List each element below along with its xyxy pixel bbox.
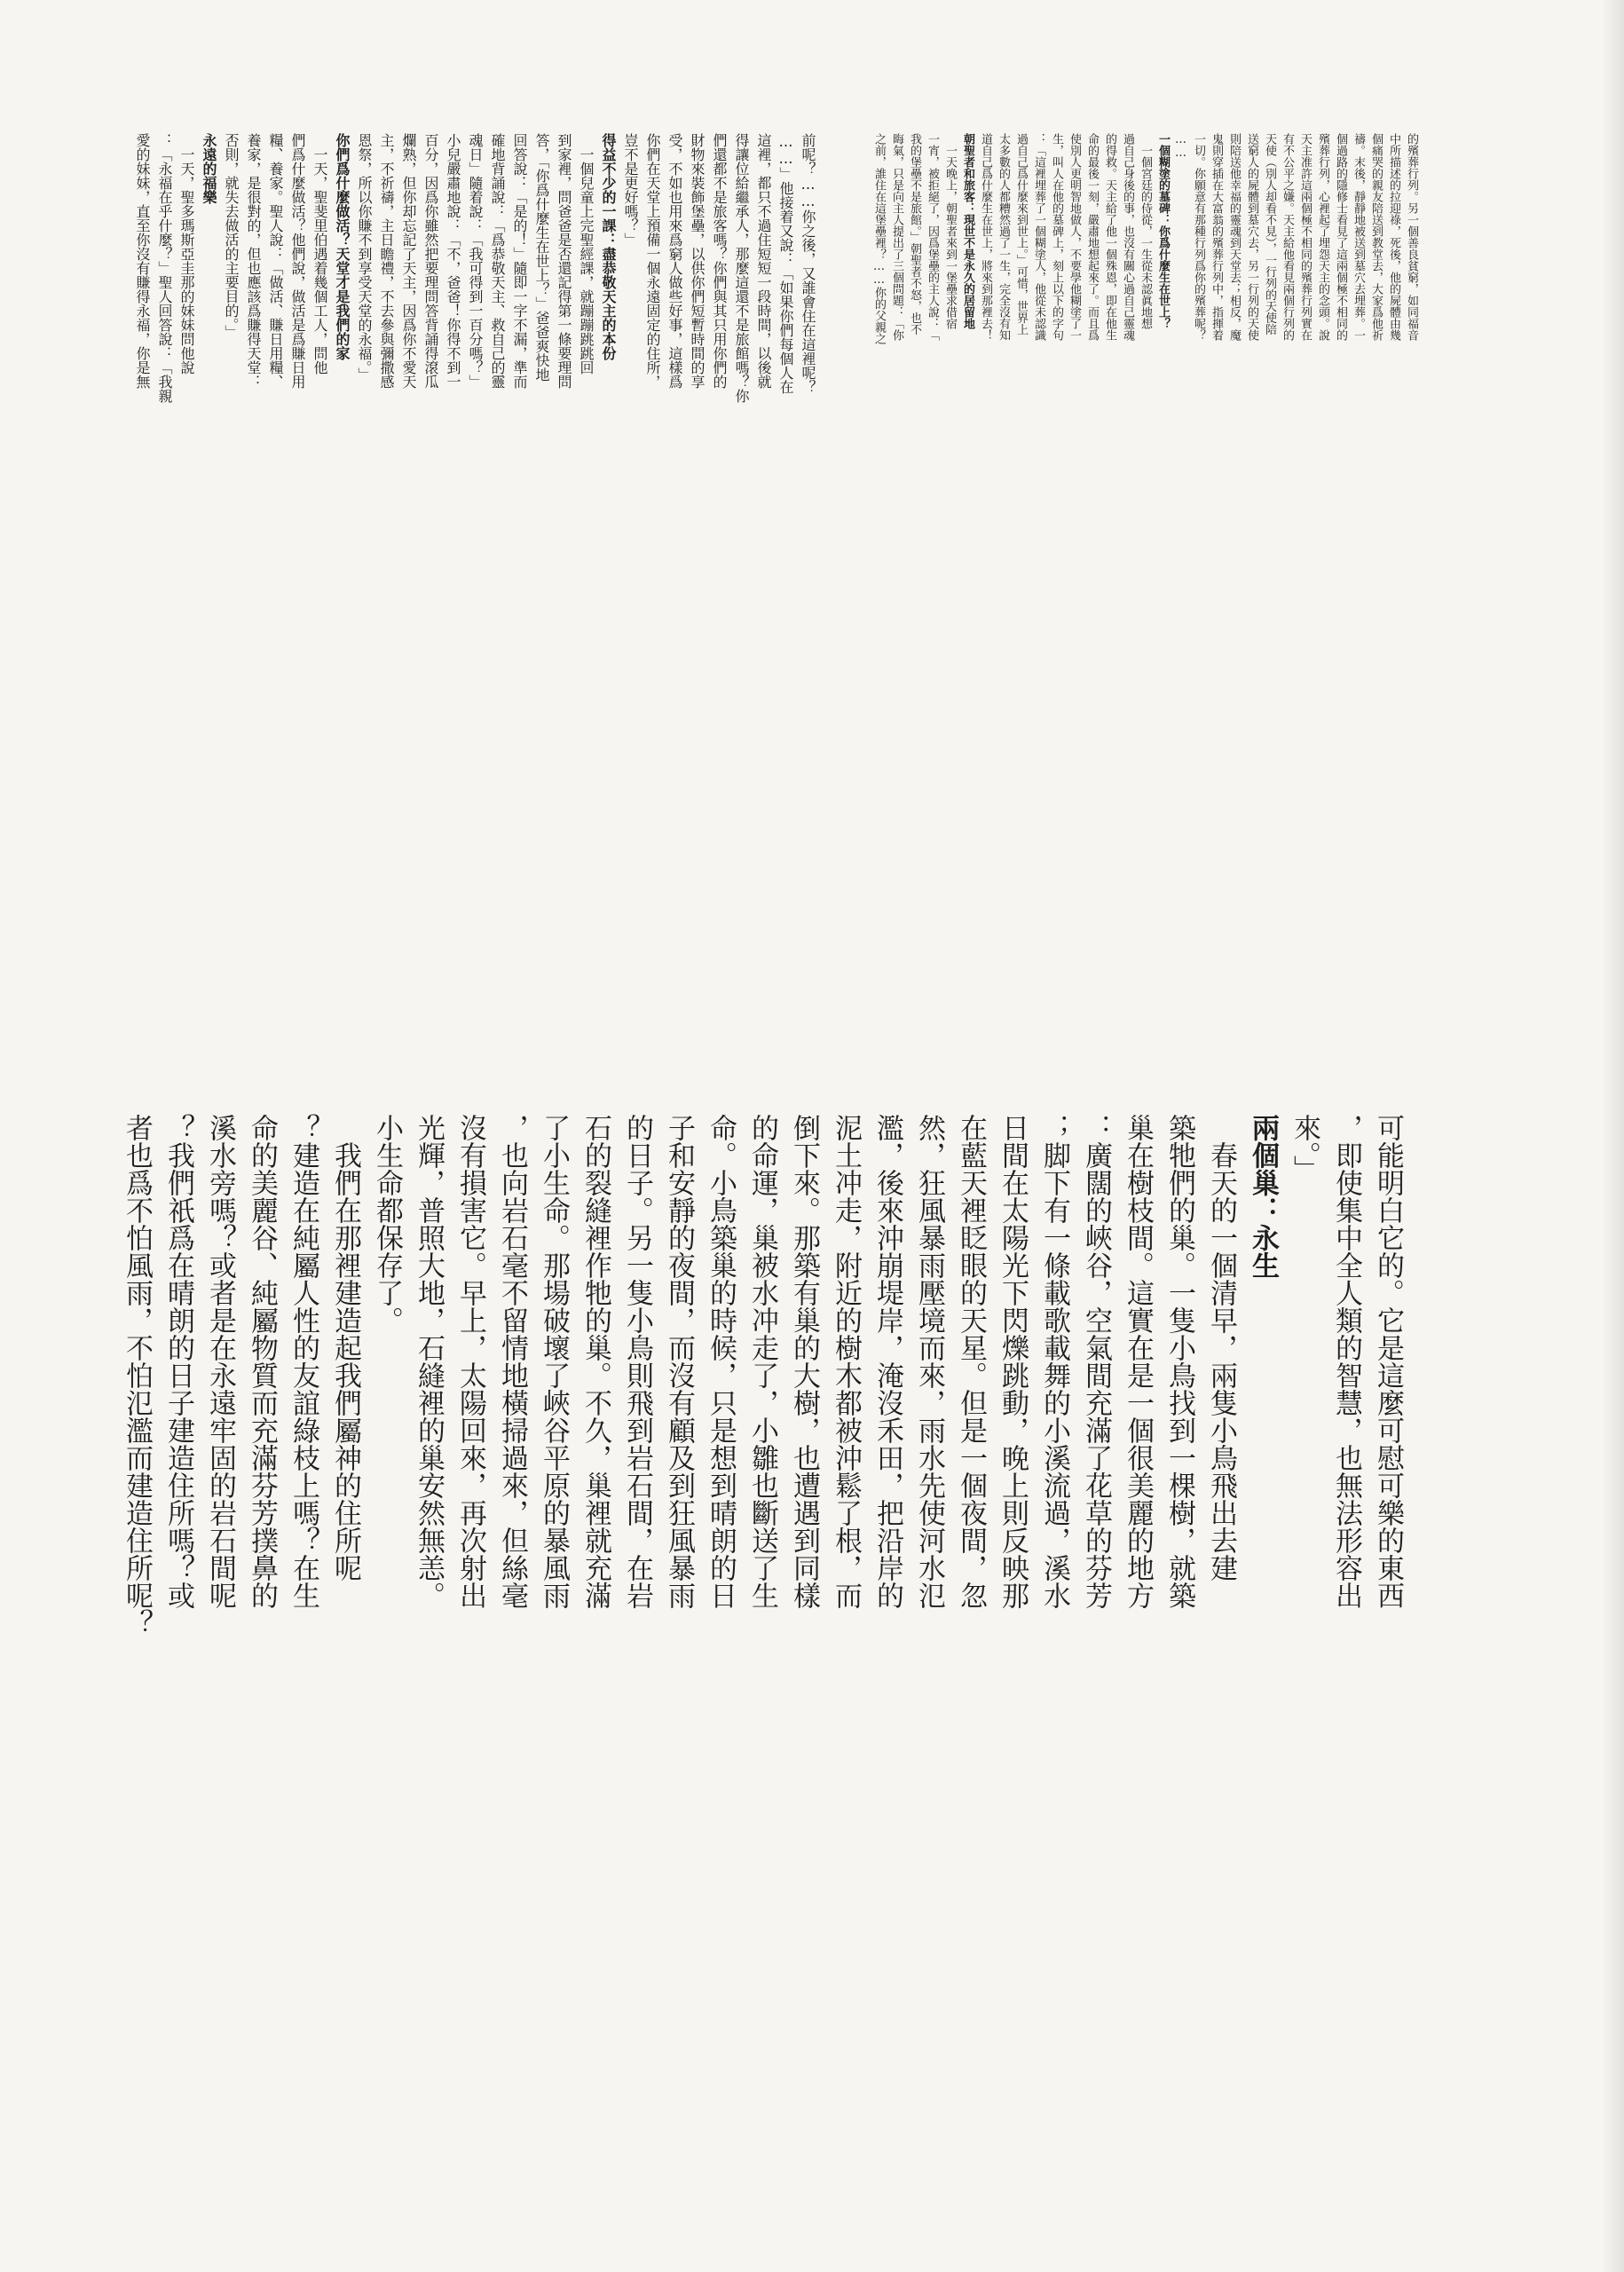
text-column: 小生命都保存了。 xyxy=(371,1114,403,1334)
section-heading: 朝聖者和旅客：現世不是永久的居留地 xyxy=(961,133,974,329)
text-column: ；脚下有一條載歌載舞的小溪流過，溪水 xyxy=(1038,1114,1070,1609)
text-column: 們還都不是旅客嗎？你們與其只用你們的 xyxy=(711,133,728,389)
text-column: 晦氣，只是向主人提出了三個問題：「你 xyxy=(890,133,903,341)
text-column: 來。」 xyxy=(1289,1114,1320,1183)
text-column: 光輝，普照大地，石縫裡的巢安然無恙。 xyxy=(413,1114,445,1609)
text-column: ：「永福在乎什麼？」聖人回答說：「我親 xyxy=(156,133,173,403)
text-column: 到家裡，問爸爸是否還記得第一條要理問 xyxy=(556,133,572,389)
text-column: 然，狂風暴雨壓境而來，雨水先使河水氾 xyxy=(913,1114,945,1609)
text-column: 巢在樹枝間。這實在是一個很美麗的地方 xyxy=(1122,1114,1154,1609)
text-column: 則陪送他幸福的靈魂到天堂去；相反，魔 xyxy=(1227,133,1241,341)
text-column: 回答說：「是的！」隨即一字不漏，準而 xyxy=(511,133,528,389)
text-column: 確地背誦說：「爲恭敬天主、救自己的靈 xyxy=(489,133,506,389)
text-column: 財物來裝飾堡壘，以供你們短暫時間的享 xyxy=(689,133,706,389)
text-column: 恩祭，所以你賺不到享受天堂的永福。」 xyxy=(356,133,373,382)
text-column: 主，不祈禱，主日瞻禮，不去參與彌撒感 xyxy=(378,133,395,389)
text-column: 禱。末後，靜靜地被送到墓穴去埋葬。一 xyxy=(1352,133,1365,341)
text-column: ？建造在純屬人性的友誼綠枝上嗎？在生 xyxy=(288,1114,319,1609)
text-column: 糧、養家。聖人說：「做活、賺日用糧、 xyxy=(267,133,284,389)
text-column: 們爲什麼做活？他們說，做活是爲賺日用 xyxy=(289,133,306,389)
text-column: 一個宮廷的侍從，一生從未認眞地想 xyxy=(1139,145,1152,329)
text-column: 的命運，巢被水冲走了，小雛也斷送了生 xyxy=(746,1114,778,1609)
upper-left-text-block xyxy=(852,133,1420,1083)
text-column: 道自己爲什麼生在世上，將來到那裡去！ xyxy=(979,133,992,341)
text-column: 使別人更明智地做人，不要學他糊塗了一 xyxy=(1068,133,1081,341)
section-heading: 你們爲什麼做活？天堂才是我們的家 xyxy=(334,133,351,360)
text-column: 答，「你爲什麼生在世上？」爸爸爽快地 xyxy=(533,133,550,382)
section-heading: 得益不少的一課：盡恭敬天主的本份 xyxy=(600,133,617,360)
text-column: 百分，因爲你雖然把要理問答背誦得滾瓜 xyxy=(422,133,439,389)
text-column: 你們在天堂上預備一個永遠固定的住所， xyxy=(644,133,661,389)
text-column: 之前，誰住在這堡壘裡？……你的父親之 xyxy=(872,133,886,344)
text-column: 一天，聖多瑪斯亞圭那的妹妹問他說 xyxy=(178,147,195,375)
text-column: 中所描述的拉迎祿，死後，他的屍體由幾 xyxy=(1387,133,1400,341)
text-column: 送窮人的屍體到墓穴去，另一行列的天使 xyxy=(1245,133,1258,341)
text-column: ，也向岩石毫不留情地橫掃過來，但絲毫 xyxy=(496,1114,528,1609)
text-column: 這裡，都只不過住短短一段時間，以後就 xyxy=(755,133,772,389)
text-column: 沒有損害它。早上，太陽回來，再次射出 xyxy=(454,1114,486,1609)
text-column: 豈不是更好嗎？」 xyxy=(622,133,639,247)
lower-right-text-block xyxy=(100,1114,1408,2268)
text-column: 鬼則穿插在大富翁的殯葬行列中，指揮着 xyxy=(1210,133,1223,341)
text-column: 個過路的隱修士看見了這兩個極不相同的 xyxy=(1334,133,1347,341)
text-column: 溪水旁嗎？或者是在永遠牢固的岩石間呢 xyxy=(204,1114,236,1609)
text-column: 一天，聖斐里伯遇着幾個工人，問他 xyxy=(311,147,328,375)
text-column: ：廣闊的峽谷，空氣間充滿了花草的芬芳 xyxy=(1080,1114,1112,1609)
text-column: 魂日」隨着說：「我可得到一百分嗎？」 xyxy=(467,133,484,389)
text-column: 過自己身後的事，也沒有關心過自己靈魂 xyxy=(1121,133,1134,341)
text-column: 命的美麗谷、純屬物質而充滿芬芳撲鼻的 xyxy=(246,1114,278,1609)
text-column: 在藍天裡眨眼的天星。但是一個夜間，忽 xyxy=(955,1114,987,1609)
text-column: 太多數的人都糟然過了一生，完全沒有知 xyxy=(997,133,1010,341)
text-column: 的殯葬行列。另一個善良貧窮，如同福音 xyxy=(1405,133,1418,341)
text-column: 日間在太陽光下閃爍跳動，晚上則反映那 xyxy=(997,1114,1029,1609)
text-column: 小兒嚴肅地說：「不，爸爸！你得不到一 xyxy=(445,133,461,389)
text-column: 倒下來。那築有巢的大樹，也遭遇到同樣 xyxy=(788,1114,820,1609)
text-column: 可能明白它的。它是這麼可慰可樂的東西 xyxy=(1372,1114,1404,1609)
text-column: …… xyxy=(1174,133,1187,160)
text-column: ，即使集中全人類的智慧，也無法形容出 xyxy=(1330,1114,1362,1609)
text-column: ？我們祇爲在晴朗的日子建造住所嗎？或 xyxy=(162,1114,194,1609)
text-column: 我的堡壘不是旅館。」朝聖者不怒，也不 xyxy=(908,133,921,335)
text-column: 一切。你願意有那種行列爲你的殯葬呢？ xyxy=(1192,133,1205,341)
text-column: ：「這裡埋葬了一個糊塗人，他從未認識 xyxy=(1032,133,1045,341)
text-column: 石的裂縫裡作牠的巢。不久，巢裡就充滿 xyxy=(579,1114,611,1609)
text-column: 天主准許這兩個極不相同的殯葬行列實在 xyxy=(1298,133,1312,341)
text-column: 爛熟，但你却忘記了天主，因爲你不愛天 xyxy=(400,133,417,389)
text-column: 養家，是很對的，但也應該爲賺得天堂： xyxy=(245,133,262,389)
text-column: 愛的妹妹，直至你沒有賺得永福，你是無 xyxy=(134,133,151,389)
text-column: 前呢？……你之後，又誰會住在這裡呢？ xyxy=(800,133,816,394)
text-column: 的得救。天主給了他一個殊恩，即在他生 xyxy=(1103,133,1116,341)
text-column: 濫，後來沖崩堤岸，淹沒禾田，把沿岸的 xyxy=(871,1114,903,1609)
text-column: 了小生命。那場破壞了峽谷平原的暴風雨 xyxy=(538,1114,570,1609)
upper-right-text-block xyxy=(100,133,819,1083)
text-column: 命。小鳥築巢的時候，只是想到晴朗的日 xyxy=(705,1114,737,1609)
text-column: 我們在那裡建造起我們屬神的住所呢 xyxy=(329,1141,361,1582)
text-column: 春天的一個清早，兩隻小鳥飛出去建 xyxy=(1205,1141,1237,1582)
section-heading: 一個糊塗的墓碑：你爲什麼生在世上？ xyxy=(1156,133,1170,329)
text-column: 命的最後一刻，嚴肅地想起來了。而且爲 xyxy=(1085,133,1099,341)
text-column: 生，叫人在他的墓碑上，刻上以下的字句 xyxy=(1050,133,1063,341)
text-column: 有不公平之嫌。天主給他看見兩個行列的 xyxy=(1281,133,1294,341)
text-column: 個痛哭的親友陪送到教堂去，大家爲他祈 xyxy=(1369,133,1383,341)
text-column: 否則，就失去做活的主要目的。」 xyxy=(223,133,240,339)
text-column: 的日子。另一隻小鳥則飛到岩石間，在岩 xyxy=(621,1114,653,1609)
text-column: ……」他接着又說：「如果你們每個人在 xyxy=(777,133,794,394)
text-column: 築牠們的巢。一隻小鳥找到一棵樹，就築 xyxy=(1163,1114,1195,1609)
text-column: 過自己爲什麼來到世上。」可惜，世界上 xyxy=(1014,133,1028,335)
text-column: 一個兒童上完聖經課，就蹦蹦跳跳回 xyxy=(578,147,595,375)
text-column: 者也爲不怕風雨，不怕氾濫而建造住所呢？ xyxy=(121,1114,153,1637)
text-column: 殯葬行列，心裡起了埋怨天主的念頭。說 xyxy=(1316,133,1329,341)
text-column: 泥土冲走，附近的樹木都被沖鬆了根，而 xyxy=(830,1114,862,1609)
text-column: 得讓位給繼承人，那麼這還不是旅館嗎？你 xyxy=(733,133,750,403)
text-column: 天使（別人却看不見），一行列的天使陪 xyxy=(1263,133,1276,335)
text-column: 一宵，被拒絕了，因爲堡壘的主人說：「 xyxy=(926,133,939,341)
text-column: 一天晚上，朝聖者來到一堡壘求借宿 xyxy=(943,145,957,329)
text-column: 子和安靜的夜間，而沒有顧及到狂風暴雨 xyxy=(663,1114,695,1609)
section-heading: 兩個巢：永生 xyxy=(1247,1114,1279,1279)
page-edge-shadow xyxy=(1601,0,1624,2272)
section-heading: 永遠的福樂 xyxy=(201,133,217,204)
text-column: 受，不如也用來爲窮人做些好事，這樣爲 xyxy=(666,133,683,389)
